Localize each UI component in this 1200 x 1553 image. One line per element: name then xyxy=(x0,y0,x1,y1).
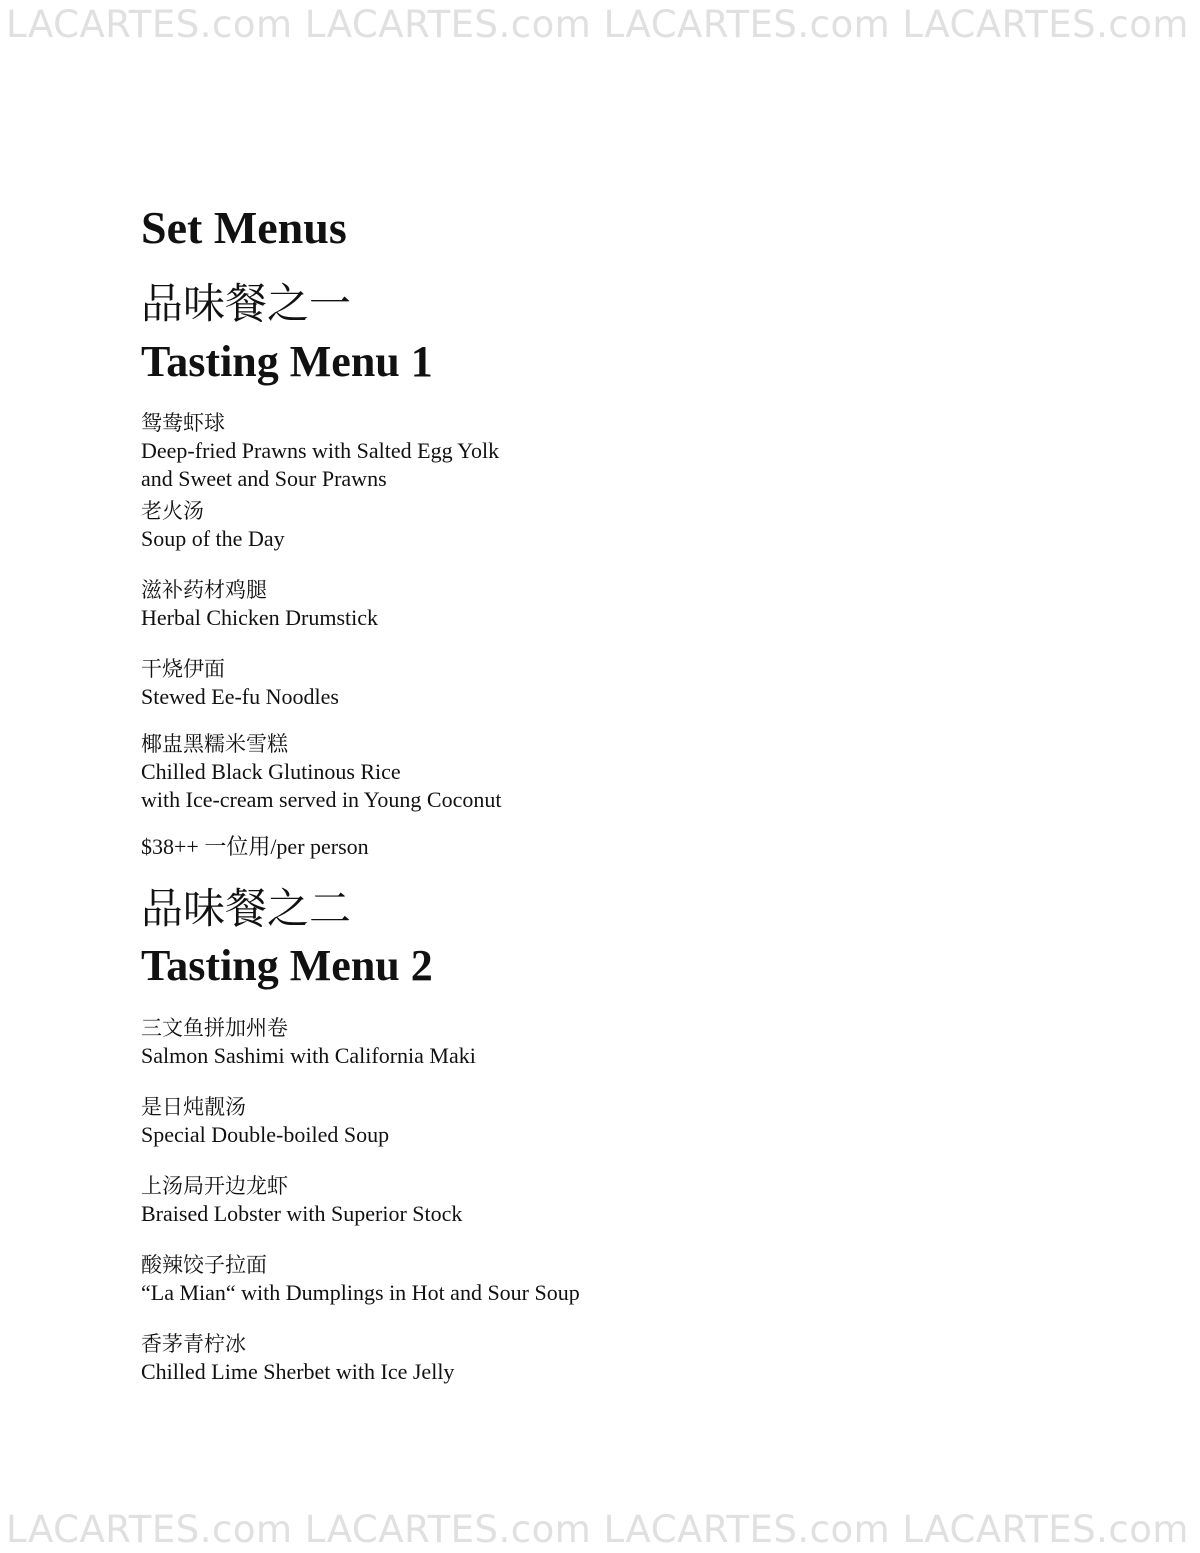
dish-name-zh: 是日炖靓汤 xyxy=(141,1095,246,1119)
dish-name-en: Salmon Sashimi with California Maki xyxy=(141,1043,476,1068)
dish-name-en: Soup of the Day xyxy=(141,526,285,551)
menu-1-dish-3 xyxy=(141,576,378,632)
menu-2-title-zh: 品味餐之二 xyxy=(141,884,352,933)
menu-1-title-zh: 品味餐之一 xyxy=(141,279,352,328)
menu-1-dish-2 xyxy=(141,497,285,553)
menu-1-dish-5 xyxy=(141,730,501,814)
menu-2-dish-3 xyxy=(141,1172,462,1228)
menu-2-dish-2 xyxy=(141,1093,389,1149)
dish-name-zh: 老火汤 xyxy=(141,499,204,523)
dish-name-en: Herbal Chicken Drumstick xyxy=(141,605,379,630)
dish-name-zh: 椰盅黑糯米雪糕 xyxy=(141,732,288,756)
menu-1-dish-1 xyxy=(141,409,499,493)
dish-name-en: Braised Lobster with Superior Stock xyxy=(141,1201,463,1226)
dish-name-en: Special Double-boiled Soup xyxy=(141,1122,390,1147)
watermark-bottom: LACARTES.com LACARTES.com LACARTES.com LACARTES.com xyxy=(6,1511,1189,1548)
menu-2-title-en: Tasting Menu 2 xyxy=(141,941,433,990)
menu-2-dish-4 xyxy=(141,1251,580,1307)
dish-name-en: Chilled Lime Sherbet with Ice Jelly xyxy=(141,1359,455,1384)
menu-2-dish-1 xyxy=(141,1014,476,1070)
dish-name-en: “La Mian“ with Dumplings in Hot and Sour Soup xyxy=(141,1280,580,1305)
dish-name-zh: 酸辣饺子拉面 xyxy=(141,1253,267,1277)
dish-name-zh: 香茅青柠冰 xyxy=(141,1332,246,1356)
menu-1-dish-4 xyxy=(141,655,339,711)
dish-name-en: with Ice-cream served in Young Coconut xyxy=(141,787,502,812)
dish-name-en: Deep-fried Prawns with Salted Egg Yolk xyxy=(141,438,500,463)
dish-name-en: Chilled Black Glutinous Rice xyxy=(141,759,401,784)
menu-2-dish-5 xyxy=(141,1330,454,1386)
dish-name-zh: 三文鱼拼加州卷 xyxy=(141,1016,288,1040)
dish-name-zh: 上汤局开边龙虾 xyxy=(141,1174,288,1198)
dish-name-en: and Sweet and Sour Prawns xyxy=(141,466,387,491)
dish-name-zh: 干烧伊面 xyxy=(141,657,225,681)
dish-name-en: Stewed Ee-fu Noodles xyxy=(141,684,339,709)
dish-name-zh: 鸳鸯虾球 xyxy=(141,411,225,435)
watermark-top: LACARTES.com LACARTES.com LACARTES.com LACARTES.com xyxy=(6,6,1189,43)
page-title: Set Menus xyxy=(141,202,347,253)
menu-1-title-en: Tasting Menu 1 xyxy=(141,337,433,386)
dish-name-zh: 滋补药材鸡腿 xyxy=(141,578,267,602)
menu-1-price: $38++ 一位用/per person xyxy=(141,834,369,859)
